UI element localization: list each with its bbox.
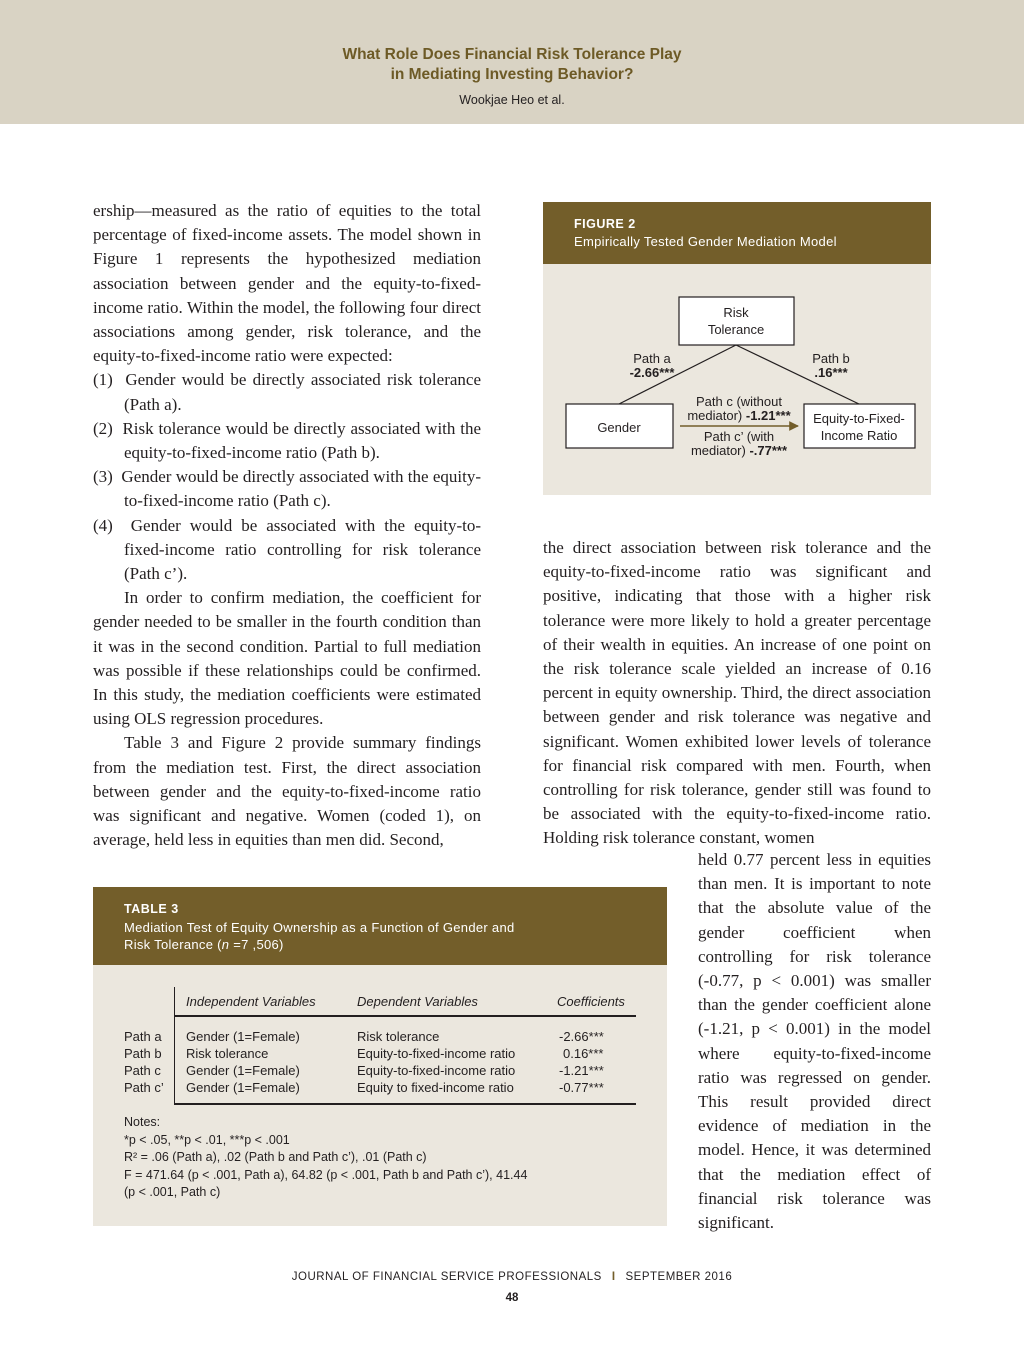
path-c-label-1: Path c (without xyxy=(696,394,782,409)
figure-title: Empirically Tested Gender Mediation Model xyxy=(574,234,837,249)
issue-date: SEPTEMBER 2016 xyxy=(625,1271,733,1283)
path-b-label: Path b xyxy=(812,351,850,366)
body-paragraph: In order to confirm mediation, the coefficient for gender needed to be smaller in the fourth condition than it was in the second condition. Partial to full mediation was possible if these relationships could be confirmed. In this study, the mediation coefficients were estimated using OLS regression procedures. xyxy=(93,588,481,729)
table-label: TABLE 3 xyxy=(124,902,179,916)
path-c-prime-label-2: mediator) -.77*** xyxy=(690,443,788,458)
list-item: (4) Gender would be associated with the equity-to-fixed-income ratio controlling for risk tolerance (Path c’). xyxy=(93,515,481,584)
gender-node-label: Gender xyxy=(597,420,641,435)
path-a-value: -2.66*** xyxy=(629,365,675,380)
figure-2 xyxy=(543,202,931,495)
table-notes: Notes: *p < .05, **p < .01, ***p < .001 R² = .06 (Path a), .02 (Path b and Path c’), .01 (Path c) F = 471.64 (p < .001, Path a), 64.82 (p < .001, Path b and Path c’), 41.44 (p < .001, Path c) xyxy=(124,1115,528,1199)
journal-name: JOURNAL OF FINANCIAL SERVICE PROFESSIONALS xyxy=(291,1271,602,1283)
header-author: Wookjae Heo et al. xyxy=(459,93,565,107)
left-column xyxy=(93,199,481,852)
body-paragraph: Table 3 and Figure 2 provide summary findings from the mediation test. First, the direct association between gender and the equity-to-fixed-income ratio was significant and negative. Women (coded 1), on average, held less in equities than men did. Second, xyxy=(93,733,481,850)
table-vertical-rule xyxy=(174,987,175,1104)
path-c-label-2: mediator) -1.21*** xyxy=(687,408,791,423)
table-title: Mediation Test of Equity Ownership as a Function of Gender and Risk Tolerance (n =7 ,506) xyxy=(124,920,515,952)
figure-label: FIGURE 2 xyxy=(574,217,636,231)
risk-node-label-2: Tolerance xyxy=(707,322,765,337)
risk-node-label-1: Risk xyxy=(723,305,749,320)
figure-title-bar xyxy=(543,202,931,264)
col-header-dv: Dependent Variables xyxy=(357,994,478,1009)
col-header-coef: Coefficients xyxy=(557,994,625,1009)
page-footer xyxy=(0,1271,1024,1283)
table-rule-bottom xyxy=(174,1103,636,1105)
table-title-bar xyxy=(93,887,667,965)
page-number: 48 xyxy=(505,1292,519,1304)
list-item: (1) Gender would be directly associated risk tolerance (Path a). xyxy=(93,370,481,414)
footer-separator: I xyxy=(611,1271,616,1283)
path-c-prime-label-1: Path c’ (with xyxy=(703,429,775,444)
table-3: TABLE 3 Mediation Test of Equity Ownership as a Function of Gender and Risk Tolerance (n =7 ,506) Independent Variables Dependent Variables Coefficients Path a Gender (1=Female) Risk tolerance -2.66*** Path b Risk tolerance Equity-to-fixed-income ratio 0.16*** Path c Gender (1=Female) Equity-to-fixed-income ratio -1.21*** Path c’ Gender (1=Female) Equity to fixed-income ratio -0.77*** Notes: *p < .05, **p < .01, ***p < .001 R² = .06 (Path a), .02 (Path b and Path c’), .01 (Path c) F = 471.64 (p < .001, Path a), 64.82 (p < .001, Path b and Path c’), 41.44 (p < .001, Path c) xyxy=(93,887,667,1226)
path-b-value: .16*** xyxy=(814,365,848,380)
table-rule-top xyxy=(174,1015,636,1017)
header-title-line1: What Role Does Financial Risk Tolerance Play xyxy=(342,46,682,63)
path-a-label: Path a xyxy=(633,351,671,366)
equity-node-label-1: Equity-to-Fixed- xyxy=(813,411,905,426)
body-paragraph: ership—measured as the ratio of equities to the total percentage of fixed-income assets. The model shown in Figure 1 represents the hypothesized mediation association between gender and the equity-to-fixed-income ratio. Within the model, the following four direct associations among gender, risk tolerance, and the equity-to-fixed-income ratio were expected: xyxy=(93,201,481,366)
body-paragraph: the direct association between risk tolerance and the equity-to-fixed-income ratio was significant and positive, indicating that those with a higher risk tolerance were more likely to hold a greater percentage of their wealth in equities. An increase of one point on the risk tolerance scale yielded an increase of 0.16 percent in equity ownership. Third, the direct association between gender and risk tolerance was negative and significant. Women exhibited lower levels of tolerance for financial risk compared with men. Fourth, when controlling for risk tolerance, gender still was found to be associated with the equity-to-fixed-income ratio. Holding risk tolerance constant, women xyxy=(543,538,931,848)
right-column-wrap xyxy=(698,848,931,1235)
equity-node-label-2: Income Ratio xyxy=(820,428,898,443)
running-header xyxy=(0,0,1024,124)
right-column xyxy=(543,536,931,851)
mediation-diagram xyxy=(543,264,931,495)
body-paragraph: held 0.77 percent less in equities than men. It is important to note that the absolute value of the gender coefficient when controlling for risk tolerance (-0.77, p < 0.001) was smaller than the gender coefficient alone (-1.21, p < 0.001) in the model where equity-to-fixed-income ratio was regressed on gender. This result provided direct evidence of mediation in the model. Hence, it was determined that the mediation effect of financial risk tolerance was significant. xyxy=(698,850,931,1233)
list-item: (2) Risk tolerance would be directly associated with the equity-to-fixed-income ratio (Path b). xyxy=(93,418,481,463)
col-header-iv: Independent Variables xyxy=(186,994,316,1009)
header-title-line2: in Mediating Investing Behavior? xyxy=(390,66,634,83)
list-item: (3) Gender would be directly associated with the equity-to-fixed-income ratio (Path c). xyxy=(93,467,481,511)
